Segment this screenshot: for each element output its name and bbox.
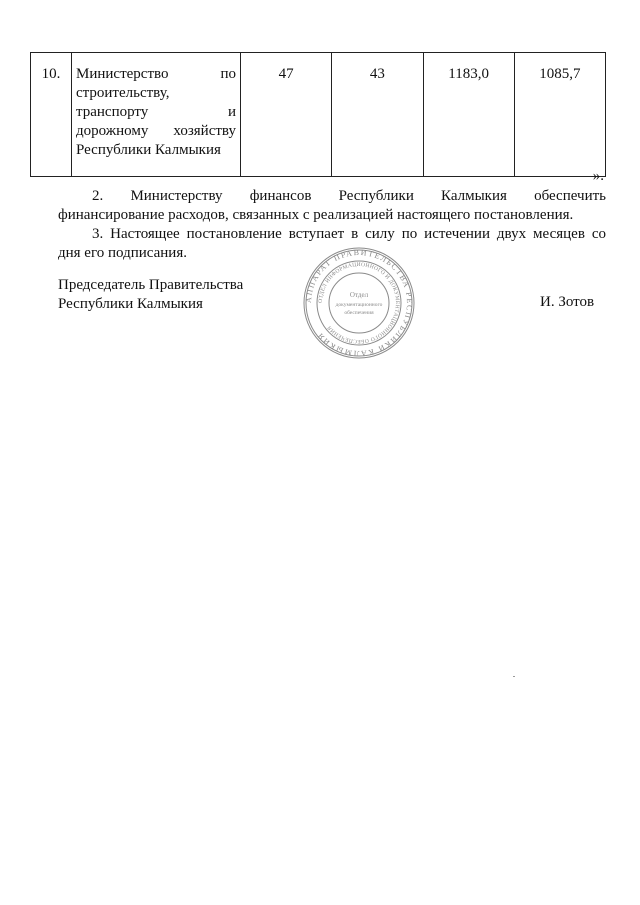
seal-inner-text: ОТДЕЛ ИНФОРМАЦИОННОГО И ДОКУМЕНТАЦИОННОГО ОБЕСПЕЧЕНИЯ <box>317 261 401 345</box>
row-number-cell <box>31 53 72 177</box>
paragraph-3-line-2: дня его подписания. <box>58 245 187 261</box>
signer-position-line-2: Республики Калмыкия <box>58 296 203 312</box>
row-number: 10. <box>41 66 61 82</box>
row-name-cell <box>72 53 241 177</box>
value-cell: 1085,7 <box>514 53 605 177</box>
official-seal-icon <box>303 247 415 359</box>
name-line-3 <box>76 103 236 122</box>
closing-quote: ». <box>592 168 604 184</box>
name-line-1 <box>76 65 236 84</box>
table-row <box>31 53 606 177</box>
seal-center-line-1: Отдел <box>349 291 369 299</box>
seal-outer-text: АППАРАТ ПРАВИТЕЛЬСТВА РЕСПУБЛИКИ КАЛМЫКИЯ <box>303 247 415 359</box>
name-word: хозяйству <box>173 123 236 139</box>
name-line-4 <box>76 122 236 141</box>
name-line-5: Республики Калмыкия <box>76 142 221 158</box>
appendix-table <box>30 52 606 177</box>
value-cell: 43 <box>332 53 423 177</box>
paragraph-2 <box>58 187 606 225</box>
name-word: и <box>227 104 236 120</box>
paragraph-3-line-1: 3. Настоящее постановление вступает в силу по истечении двух месяцев со <box>92 226 606 242</box>
paragraph-2-line-2: финансирование расходов, связанных с реализацией настоящего постановления. <box>58 207 574 223</box>
name-line-2: строительству, <box>76 85 170 101</box>
paragraph-2-line-1: 2. Министерству финансов Республики Калмыкия обеспечить <box>92 188 606 204</box>
scan-speck <box>513 676 515 677</box>
name-word: по <box>220 66 236 82</box>
value-cell: 47 <box>241 53 332 177</box>
seal-center-line-2: документационного <box>335 302 383 308</box>
signer-position <box>58 276 243 314</box>
name-word: транспорту <box>76 104 149 120</box>
name-word: дорожному <box>76 123 149 139</box>
value-cell: 1183,0 <box>423 53 514 177</box>
seal-center-line-3: обеспечения <box>344 310 374 316</box>
name-word: Министерство <box>76 66 169 82</box>
signer-position-line-1: Председатель Правительства <box>58 277 244 293</box>
signer-name: И. Зотов <box>540 294 595 310</box>
